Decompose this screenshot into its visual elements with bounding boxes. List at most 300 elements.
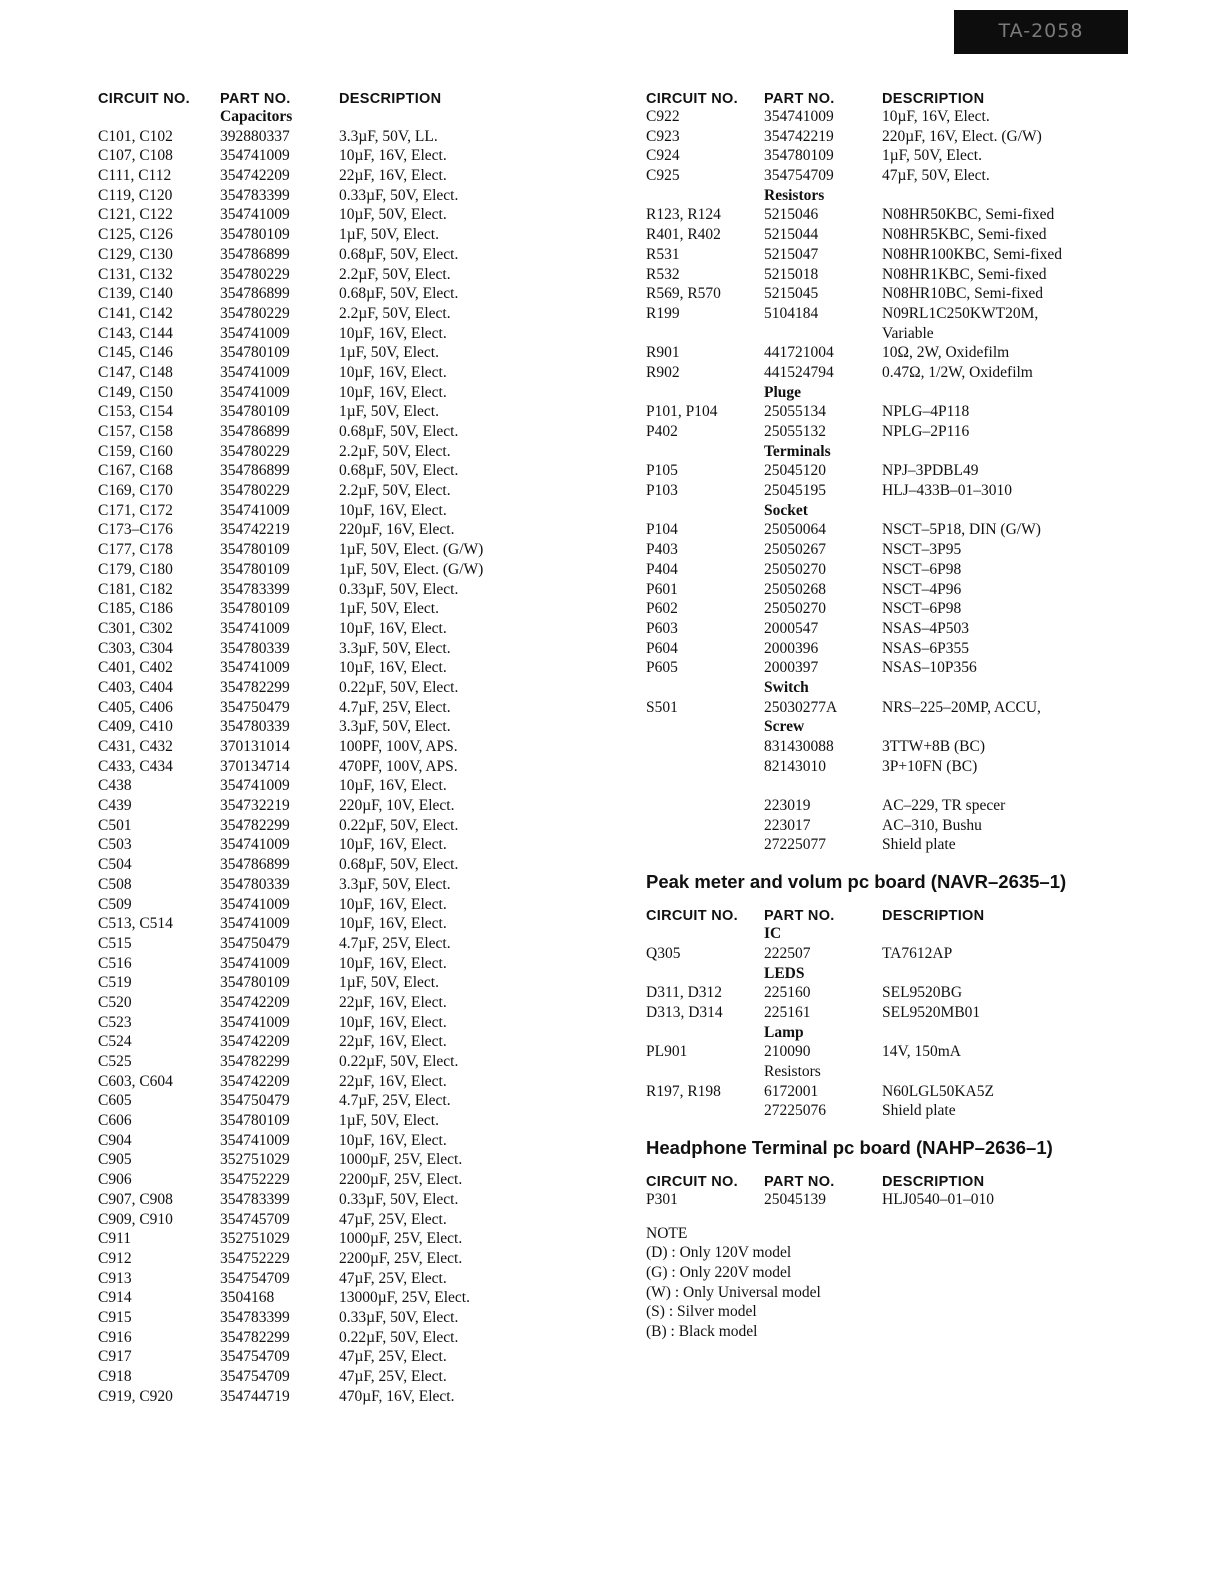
part-no: 354742209: [220, 1072, 290, 1090]
table-row: [98, 1170, 599, 1190]
circuit-no: C501: [98, 816, 132, 834]
description: 10µF, 16V, Elect.: [339, 836, 447, 854]
table-header: [646, 86, 1112, 107]
description: 2.2µF, 50V, Elect.: [339, 304, 451, 322]
header-circuit: CIRCUIT NO.: [646, 908, 738, 925]
model-code: TA-2058: [998, 20, 1084, 42]
part-no: 354741009: [220, 147, 290, 165]
table-row: [98, 383, 599, 403]
description: 10µF, 16V, Elect.: [339, 954, 447, 972]
table-row: [98, 304, 599, 324]
table-row: [98, 1249, 599, 1269]
table-row: [646, 737, 1112, 757]
table-row: [98, 1367, 599, 1387]
circuit-no: [646, 1023, 764, 1043]
circuit-no: C438: [98, 777, 132, 795]
section-title-peak-meter: Peak meter and volum pc board (NAVR–2635–1): [646, 871, 1067, 893]
note-item: (B) : Black model: [646, 1323, 758, 1341]
note-list: [646, 1243, 1112, 1341]
table-row: [98, 698, 599, 718]
part-no: 82143010: [764, 757, 826, 775]
circuit-no: [646, 678, 764, 698]
table-row: [646, 422, 1112, 442]
circuit-no: C516: [98, 954, 132, 972]
group-heading: LEDS: [764, 964, 805, 982]
description: [882, 501, 1112, 521]
part-no: 25055132: [764, 423, 826, 440]
circuit-no: C606: [98, 1112, 132, 1130]
circuit-no: [646, 835, 764, 855]
part-no: 6172001: [764, 1082, 819, 1100]
section-title-headphone: Headphone Terminal pc board (NAHP–2636–1): [646, 1137, 1053, 1158]
description: 10µF, 16V, Elect.: [339, 1013, 447, 1031]
table-header: [646, 903, 1112, 924]
circuit-no: C401, C402: [98, 659, 173, 677]
circuit-no: C923: [646, 127, 680, 145]
description: 0.68µF, 50V, Elect.: [339, 856, 459, 874]
group-heading-row: [646, 964, 1112, 984]
part-no: 27225076: [764, 1102, 826, 1120]
table-row: [646, 461, 1112, 481]
circuit-no: C504: [98, 856, 132, 874]
part-no: 354750479: [220, 1092, 290, 1110]
part-no: 354754709: [764, 167, 834, 185]
part-no: 25050064: [764, 521, 826, 539]
description: 0.68µF, 50V, Elect.: [339, 245, 459, 263]
circuit-no: C145, C146: [98, 344, 173, 362]
table-row: [646, 324, 1112, 344]
part-no: 352751029: [220, 1230, 290, 1248]
table-row: [98, 776, 599, 796]
table-row: [646, 146, 1112, 166]
table-row: [98, 1013, 599, 1033]
table-row: [98, 127, 599, 147]
group-heading-row: [646, 678, 1112, 698]
part-no: 5104184: [764, 304, 819, 322]
part-no: 354741009: [220, 363, 290, 381]
description: Shield plate: [882, 836, 956, 854]
table-row: [98, 757, 599, 777]
circuit-no: R531: [646, 245, 680, 263]
table-row: [646, 619, 1112, 639]
circuit-no: D311, D312: [646, 984, 723, 1002]
description: N08HR1KBC, Semi-fixed: [882, 265, 1047, 283]
table-row: [646, 166, 1112, 186]
table-row: [646, 698, 1112, 718]
part-no: 354782299: [220, 1053, 290, 1070]
part-no: 354783399: [220, 1308, 290, 1326]
part-no: 354780339: [220, 718, 290, 736]
description: Shield plate: [882, 1102, 956, 1120]
header-description: DESCRIPTION: [339, 91, 442, 107]
part-no: 222507: [764, 944, 811, 962]
description: 22µF, 16V, Elect.: [339, 167, 447, 185]
table-row: [646, 205, 1112, 225]
table-row: [646, 580, 1112, 600]
part-no: 354750479: [220, 934, 290, 952]
description: [882, 776, 1112, 796]
circuit-no: R569, R570: [646, 285, 721, 303]
part-no: 354780229: [220, 442, 290, 460]
circuit-no: [646, 757, 764, 777]
part-no: 25050267: [764, 541, 826, 559]
header-circuit: CIRCUIT NO.: [646, 91, 738, 107]
circuit-no: [646, 816, 764, 836]
circuit-no: C431, C432: [98, 738, 173, 755]
part-no: 225160: [764, 984, 811, 1002]
table-row: [98, 895, 599, 915]
description: 0.22µF, 50V, Elect.: [339, 816, 459, 834]
circuit-no: C603, C604: [98, 1072, 173, 1090]
description: 14V, 150mA: [882, 1043, 961, 1061]
part-no: 25045195: [764, 482, 826, 500]
part-no: 25030277A: [764, 698, 838, 716]
note-item: (S) : Silver model: [646, 1303, 757, 1321]
group-heading-row: [646, 442, 1112, 462]
part-no: 25050270: [764, 560, 826, 578]
circuit-no: [98, 107, 220, 127]
part-no: 354786899: [220, 245, 290, 263]
table-row: [646, 835, 1112, 855]
circuit-no: C513, C514: [98, 915, 173, 933]
table-row: [98, 816, 599, 836]
circuit-no: C924: [646, 147, 680, 165]
part-no: 354750479: [220, 698, 290, 716]
description: [882, 717, 1112, 737]
circuit-no: Q305: [646, 944, 681, 962]
table-row: [98, 973, 599, 993]
circuit-no: C177, C178: [98, 541, 173, 559]
circuit-no: P104: [646, 521, 678, 539]
circuit-no: [646, 442, 764, 462]
circuit-no: C147, C148: [98, 363, 173, 381]
part-no: 25050268: [764, 580, 826, 598]
table-row: [98, 658, 599, 678]
table-row: [98, 1111, 599, 1131]
circuit-no: P101, P104: [646, 403, 718, 421]
group-heading-row: [646, 186, 1112, 206]
description: N08HR5KBC, Semi-fixed: [882, 226, 1047, 244]
part-no: 354780109: [220, 344, 290, 362]
description: N08HR100KBC, Semi-fixed: [882, 245, 1062, 263]
circuit-no: R901: [646, 344, 680, 362]
table-row: [98, 1347, 599, 1367]
circuit-no: C519: [98, 974, 132, 992]
table-row: [646, 304, 1112, 324]
part-no: 831430088: [764, 738, 834, 755]
left-parts-list: [98, 107, 599, 1406]
description: 220µF, 16V, Elect. (G/W): [882, 127, 1042, 145]
circuit-no: [646, 501, 764, 521]
circuit-no: P403: [646, 541, 678, 559]
description: N08HR10BC, Semi-fixed: [882, 285, 1044, 303]
description: 10µF, 16V, Elect.: [339, 619, 447, 637]
part-no: 392880337: [220, 127, 290, 145]
table-row: [98, 1131, 599, 1151]
description: 0.33µF, 50V, Elect.: [339, 1308, 459, 1326]
note-item: (W) : Only Universal model: [646, 1283, 821, 1301]
description: HLJ–433B–01–3010: [882, 482, 1013, 500]
table-row: [98, 934, 599, 954]
part-no: 354780339: [220, 875, 290, 893]
circuit-no: C141, C142: [98, 304, 173, 322]
description: 2.2µF, 50V, Elect.: [339, 482, 451, 500]
table-row: [646, 1003, 1112, 1023]
part-no: 354742219: [764, 127, 834, 145]
part-no: 5215018: [764, 265, 819, 283]
part-no: 354741009: [220, 777, 290, 795]
description: 470µF, 16V, Elect.: [339, 1387, 455, 1405]
description: N09RL1C250KWT20M,: [882, 304, 1039, 322]
table-row: [646, 599, 1112, 619]
circuit-no: [646, 1101, 764, 1121]
right-column: [646, 86, 1112, 1342]
description: 10µF, 16V, Elect.: [339, 363, 447, 381]
description: 47µF, 25V, Elect.: [339, 1210, 447, 1228]
description: 0.33µF, 50V, Elect.: [339, 1190, 459, 1208]
part-no: 352751029: [220, 1151, 290, 1169]
description: [882, 964, 1112, 984]
description: 1µF, 50V, Elect.: [339, 403, 439, 421]
description: AC–229, TR specer: [882, 797, 1006, 815]
circuit-no: C179, C180: [98, 560, 173, 578]
description: NPJ–3PDBL49: [882, 462, 979, 480]
part-no: 354741009: [220, 1013, 290, 1031]
part-no: 354741009: [220, 383, 290, 401]
description: [882, 383, 1112, 403]
group-heading: Resistors: [764, 186, 825, 204]
circuit-no: C439: [98, 797, 132, 815]
part-no: 2000396: [764, 639, 819, 657]
part-no: [764, 776, 882, 796]
table-row: [98, 245, 599, 265]
description: 3P+10FN (BC): [882, 757, 978, 775]
description: 22µF, 16V, Elect.: [339, 993, 447, 1011]
table-row: [98, 186, 599, 206]
part-no: 354780339: [220, 639, 290, 657]
circuit-no: C107, C108: [98, 147, 173, 165]
part-no: 25045120: [764, 462, 826, 480]
table-row: [646, 265, 1112, 285]
table-row: [98, 501, 599, 521]
part-no: 354780229: [220, 265, 290, 283]
description: [882, 1062, 1112, 1082]
circuit-no: [646, 324, 764, 344]
part-no: 5215044: [764, 226, 819, 244]
group-heading: Pluge: [764, 383, 802, 401]
header-circuit: CIRCUIT NO.: [646, 1174, 738, 1190]
description: 10µF, 16V, Elect.: [339, 147, 447, 165]
header-description: DESCRIPTION: [882, 908, 985, 925]
table-row: [98, 1288, 599, 1308]
model-code-box: [954, 10, 1128, 54]
circuit-no: C143, C144: [98, 324, 173, 342]
circuit-no: [646, 924, 764, 944]
description: SEL9520BG: [882, 984, 963, 1002]
table-row: [98, 1190, 599, 1210]
description: 10Ω, 2W, Oxidefilm: [882, 344, 1010, 362]
part-no: 354741009: [220, 659, 290, 677]
table-row: [98, 1269, 599, 1289]
description: 47µF, 25V, Elect.: [339, 1348, 447, 1366]
table-row: [646, 284, 1112, 304]
header-part: PART NO.: [764, 91, 835, 107]
description: N60LGL50KA5Z: [882, 1082, 994, 1100]
part-no: 354741009: [220, 324, 290, 342]
table-row: [646, 1042, 1112, 1062]
description: 220µF, 16V, Elect.: [339, 521, 455, 539]
group-heading: Socket: [764, 501, 808, 519]
description: 10µF, 16V, Elect.: [339, 324, 447, 342]
circuit-no: PL901: [646, 1043, 688, 1061]
description: HLJ0540–01–010: [882, 1191, 994, 1208]
table-row: [98, 1072, 599, 1092]
table-row: [646, 983, 1112, 1003]
table-row: [646, 816, 1112, 836]
table-row: [646, 481, 1112, 501]
table-row: [98, 599, 599, 619]
part-no: 210090: [764, 1043, 811, 1061]
part-no: 27225077: [764, 836, 826, 854]
part-no: 354742219: [220, 521, 290, 539]
table-row: [98, 1308, 599, 1328]
table-row: [98, 1032, 599, 1052]
part-no: 354780109: [764, 147, 834, 165]
circuit-no: C159, C160: [98, 442, 173, 460]
table-row: [646, 343, 1112, 363]
circuit-no: C125, C126: [98, 226, 173, 244]
header-description: DESCRIPTION: [882, 91, 985, 107]
circuit-no: C918: [98, 1368, 132, 1385]
circuit-no: R902: [646, 363, 680, 381]
circuit-no: S501: [646, 698, 678, 716]
part-no: 354741009: [220, 206, 290, 224]
circuit-no: C111, C112: [98, 167, 172, 185]
part-no: 223017: [764, 816, 811, 834]
part-no: 25045139: [764, 1191, 826, 1208]
circuit-no: P603: [646, 619, 678, 637]
part-no: 354780109: [220, 1112, 290, 1130]
part-no: 354742209: [220, 1033, 290, 1051]
description: 100PF, 100V, APS.: [339, 738, 458, 755]
group-heading: Lamp: [764, 1023, 804, 1041]
circuit-no: C904: [98, 1131, 132, 1149]
circuit-no: C911: [98, 1230, 132, 1248]
part-no: 354780109: [220, 226, 290, 244]
table-row: [98, 717, 599, 737]
description: 1µF, 50V, Elect. (G/W): [339, 541, 484, 559]
circuit-no: C303, C304: [98, 639, 173, 657]
circuit-no: [646, 964, 764, 984]
description: NSCT–5P18, DIN (G/W): [882, 521, 1041, 539]
table-row: [98, 639, 599, 659]
description: NSAS–6P355: [882, 639, 969, 657]
circuit-no: C157, C158: [98, 423, 173, 440]
circuit-no: C919, C920: [98, 1387, 173, 1405]
description: [882, 186, 1112, 206]
part-no: 354780109: [220, 974, 290, 992]
table-row: [98, 1091, 599, 1111]
description: 0.22µF, 50V, Elect.: [339, 1053, 459, 1070]
description: 3.3µF, 50V, Elect.: [339, 639, 451, 657]
description: NSCT–3P95: [882, 541, 962, 559]
part-no: 354782299: [220, 816, 290, 834]
description: 10µF, 16V, Elect.: [339, 777, 447, 795]
circuit-no: C167, C168: [98, 462, 173, 480]
description: 10µF, 16V, Elect.: [339, 383, 447, 401]
description: 2200µF, 25V, Elect.: [339, 1171, 463, 1189]
description: [882, 678, 1112, 698]
group-heading: Screw: [764, 718, 805, 736]
group-heading-row: [646, 383, 1112, 403]
circuit-no: P605: [646, 659, 678, 677]
headphone-parts-list: [646, 1190, 1112, 1210]
table-row: [98, 1387, 599, 1407]
part-no: 441721004: [764, 344, 834, 362]
part-no: 370131014: [220, 738, 290, 755]
part-no: 354741009: [220, 619, 290, 637]
part-no: 354786899: [220, 462, 290, 480]
part-no: 223019: [764, 797, 811, 815]
circuit-no: P402: [646, 423, 678, 440]
part-no: 354782299: [220, 1328, 290, 1346]
part-no: 354741009: [764, 108, 834, 125]
table-row: [98, 1210, 599, 1230]
description: 0.33µF, 50V, Elect.: [339, 580, 459, 598]
circuit-no: R532: [646, 265, 680, 283]
circuit-no: R197, R198: [646, 1082, 721, 1100]
description: 47µF, 25V, Elect.: [339, 1368, 447, 1385]
circuit-no: C913: [98, 1269, 132, 1287]
part-no: 354786899: [220, 856, 290, 874]
circuit-no: C520: [98, 993, 132, 1011]
circuit-no: C173–C176: [98, 521, 173, 539]
table-row: [98, 540, 599, 560]
description: 10µF, 16V, Elect.: [339, 895, 447, 913]
part-no: 354752229: [220, 1171, 290, 1189]
table-row: [646, 402, 1112, 422]
description: 22µF, 16V, Elect.: [339, 1072, 447, 1090]
circuit-no: [646, 717, 764, 737]
description: 22µF, 16V, Elect.: [339, 1033, 447, 1051]
header-part: PART NO.: [764, 1174, 835, 1190]
description: 10µF, 16V, Elect.: [882, 108, 990, 125]
group-heading-row: [646, 501, 1112, 521]
circuit-no: C523: [98, 1013, 132, 1031]
table-row: [646, 560, 1112, 580]
circuit-no: C605: [98, 1092, 132, 1110]
description: 1µF, 50V, Elect.: [339, 344, 439, 362]
table-row: [98, 855, 599, 875]
description: N08HR50KBC, Semi-fixed: [882, 206, 1055, 224]
circuit-no: R199: [646, 304, 680, 322]
description: Variable: [882, 324, 934, 342]
table-row: [646, 1082, 1112, 1102]
table-row: [98, 520, 599, 540]
circuit-no: C909, C910: [98, 1210, 173, 1228]
description: NSAS–4P503: [882, 619, 969, 637]
description: NSCT–6P98: [882, 560, 962, 578]
table-row: [98, 146, 599, 166]
part-no: 354783399: [220, 1190, 290, 1208]
part-no: 25055134: [764, 403, 826, 421]
circuit-no: C149, C150: [98, 383, 173, 401]
circuit-no: C301, C302: [98, 619, 173, 637]
note-item: (G) : Only 220V model: [646, 1264, 792, 1282]
description: 3.3µF, 50V, Elect.: [339, 875, 451, 893]
table-row: [98, 205, 599, 225]
description: 1µF, 50V, Elect.: [339, 600, 439, 618]
